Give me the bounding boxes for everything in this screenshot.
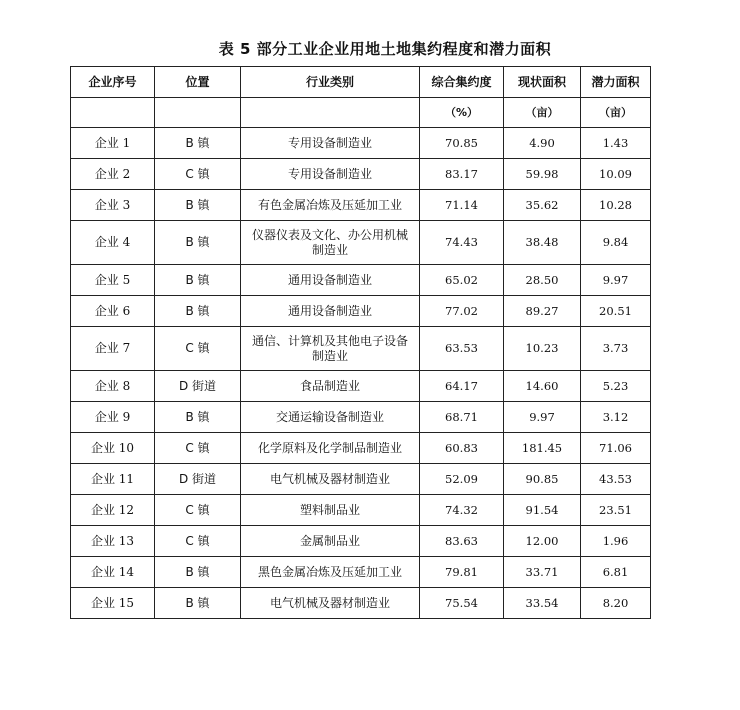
table-row [71,433,651,464]
cell-industry: 通用设备制造业 [241,265,420,296]
table-row [71,296,651,327]
cell-industry: 专用设备制造业 [241,159,420,190]
table-row [71,464,651,495]
cell-current-area: 4.90 [504,128,581,159]
unit-cell [71,98,155,128]
cell-intensity-degree: 75.54 [420,588,504,619]
cell-intensity-degree: 70.85 [420,128,504,159]
cell-enterprise-id: 企业 7 [71,327,155,371]
header-potential-area: 潜力面积 [581,67,651,98]
cell-potential-area: 5.23 [581,371,651,402]
unit-cell [241,98,420,128]
cell-intensity-degree: 77.02 [420,296,504,327]
cell-enterprise-id: 企业 15 [71,588,155,619]
cell-potential-area: 3.73 [581,327,651,371]
cell-location: B 镇 [155,588,241,619]
cell-industry: 塑料制品业 [241,495,420,526]
cell-current-area: 33.54 [504,588,581,619]
table-row [71,190,651,221]
cell-intensity-degree: 79.81 [420,557,504,588]
cell-current-area: 9.97 [504,402,581,433]
cell-location: C 镇 [155,495,241,526]
cell-enterprise-id: 企业 13 [71,526,155,557]
table-row [71,588,651,619]
cell-potential-area: 8.20 [581,588,651,619]
cell-location: C 镇 [155,526,241,557]
table-row [71,159,651,190]
cell-location: B 镇 [155,190,241,221]
cell-current-area: 14.60 [504,371,581,402]
cell-current-area: 33.71 [504,557,581,588]
cell-current-area: 59.98 [504,159,581,190]
cell-potential-area: 43.53 [581,464,651,495]
cell-industry: 电气机械及器材制造业 [241,588,420,619]
cell-location: D 街道 [155,371,241,402]
cell-current-area: 12.00 [504,526,581,557]
cell-potential-area: 71.06 [581,433,651,464]
cell-enterprise-id: 企业 1 [71,128,155,159]
cell-industry: 食品制造业 [241,371,420,402]
unit-cell-percent: （%） [420,98,504,128]
cell-intensity-degree: 83.17 [420,159,504,190]
cell-intensity-degree: 74.43 [420,221,504,265]
cell-intensity-degree: 71.14 [420,190,504,221]
table-row [71,526,651,557]
table-title: 表 5 部分工业企业用地土地集约程度和潜力面积 [218,40,552,58]
cell-intensity-degree: 52.09 [420,464,504,495]
cell-location: B 镇 [155,557,241,588]
table-row [71,265,651,296]
cell-intensity-degree: 74.32 [420,495,504,526]
cell-potential-area: 23.51 [581,495,651,526]
cell-location: B 镇 [155,221,241,265]
cell-enterprise-id: 企业 5 [71,265,155,296]
cell-location: C 镇 [155,327,241,371]
cell-enterprise-id: 企业 8 [71,371,155,402]
cell-location: C 镇 [155,159,241,190]
cell-current-area: 89.27 [504,296,581,327]
cell-industry: 金属制品业 [241,526,420,557]
header-intensity-degree: 综合集约度 [420,67,504,98]
unit-row [71,98,651,128]
cell-enterprise-id: 企业 10 [71,433,155,464]
cell-current-area: 90.85 [504,464,581,495]
cell-industry: 电气机械及器材制造业 [241,464,420,495]
cell-location: D 街道 [155,464,241,495]
cell-current-area: 91.54 [504,495,581,526]
cell-current-area: 10.23 [504,327,581,371]
cell-enterprise-id: 企业 4 [71,221,155,265]
cell-potential-area: 10.28 [581,190,651,221]
cell-enterprise-id: 企业 3 [71,190,155,221]
header-industry: 行业类别 [241,67,420,98]
cell-intensity-degree: 68.71 [420,402,504,433]
header-enterprise-id: 企业序号 [71,67,155,98]
cell-current-area: 181.45 [504,433,581,464]
table-row [71,221,651,265]
cell-potential-area: 3.12 [581,402,651,433]
cell-intensity-degree: 63.53 [420,327,504,371]
cell-current-area: 35.62 [504,190,581,221]
unit-cell-mu: （亩） [581,98,651,128]
cell-potential-area: 20.51 [581,296,651,327]
cell-location: B 镇 [155,265,241,296]
cell-potential-area: 9.84 [581,221,651,265]
cell-industry: 化学原料及化学制品制造业 [241,433,420,464]
cell-location: B 镇 [155,128,241,159]
cell-industry: 专用设备制造业 [241,128,420,159]
cell-enterprise-id: 企业 11 [71,464,155,495]
enterprise-land-table [70,66,651,619]
cell-location: B 镇 [155,296,241,327]
cell-potential-area: 9.97 [581,265,651,296]
table-row [71,402,651,433]
cell-intensity-degree: 60.83 [420,433,504,464]
unit-cell [155,98,241,128]
unit-cell-mu: （亩） [504,98,581,128]
cell-industry: 通用设备制造业 [241,296,420,327]
table-row [71,557,651,588]
cell-intensity-degree: 65.02 [420,265,504,296]
cell-intensity-degree: 83.63 [420,526,504,557]
cell-potential-area: 1.43 [581,128,651,159]
table-row [71,371,651,402]
cell-enterprise-id: 企业 6 [71,296,155,327]
cell-current-area: 38.48 [504,221,581,265]
header-row [71,67,651,98]
table-row [71,128,651,159]
cell-industry: 仪器仪表及文化、办公用机械制造业 [241,221,420,265]
header-current-area: 现状面积 [504,67,581,98]
cell-industry: 通信、计算机及其他电子设备制造业 [241,327,420,371]
cell-current-area: 28.50 [504,265,581,296]
cell-enterprise-id: 企业 14 [71,557,155,588]
cell-industry: 交通运输设备制造业 [241,402,420,433]
cell-industry: 黑色金属冶炼及压延加工业 [241,557,420,588]
cell-potential-area: 6.81 [581,557,651,588]
cell-intensity-degree: 64.17 [420,371,504,402]
cell-location: B 镇 [155,402,241,433]
cell-potential-area: 1.96 [581,526,651,557]
table-row [71,327,651,371]
cell-industry: 有色金属冶炼及压延加工业 [241,190,420,221]
cell-enterprise-id: 企业 2 [71,159,155,190]
cell-enterprise-id: 企业 12 [71,495,155,526]
header-location: 位置 [155,67,241,98]
cell-potential-area: 10.09 [581,159,651,190]
table-row [71,495,651,526]
cell-location: C 镇 [155,433,241,464]
cell-enterprise-id: 企业 9 [71,402,155,433]
